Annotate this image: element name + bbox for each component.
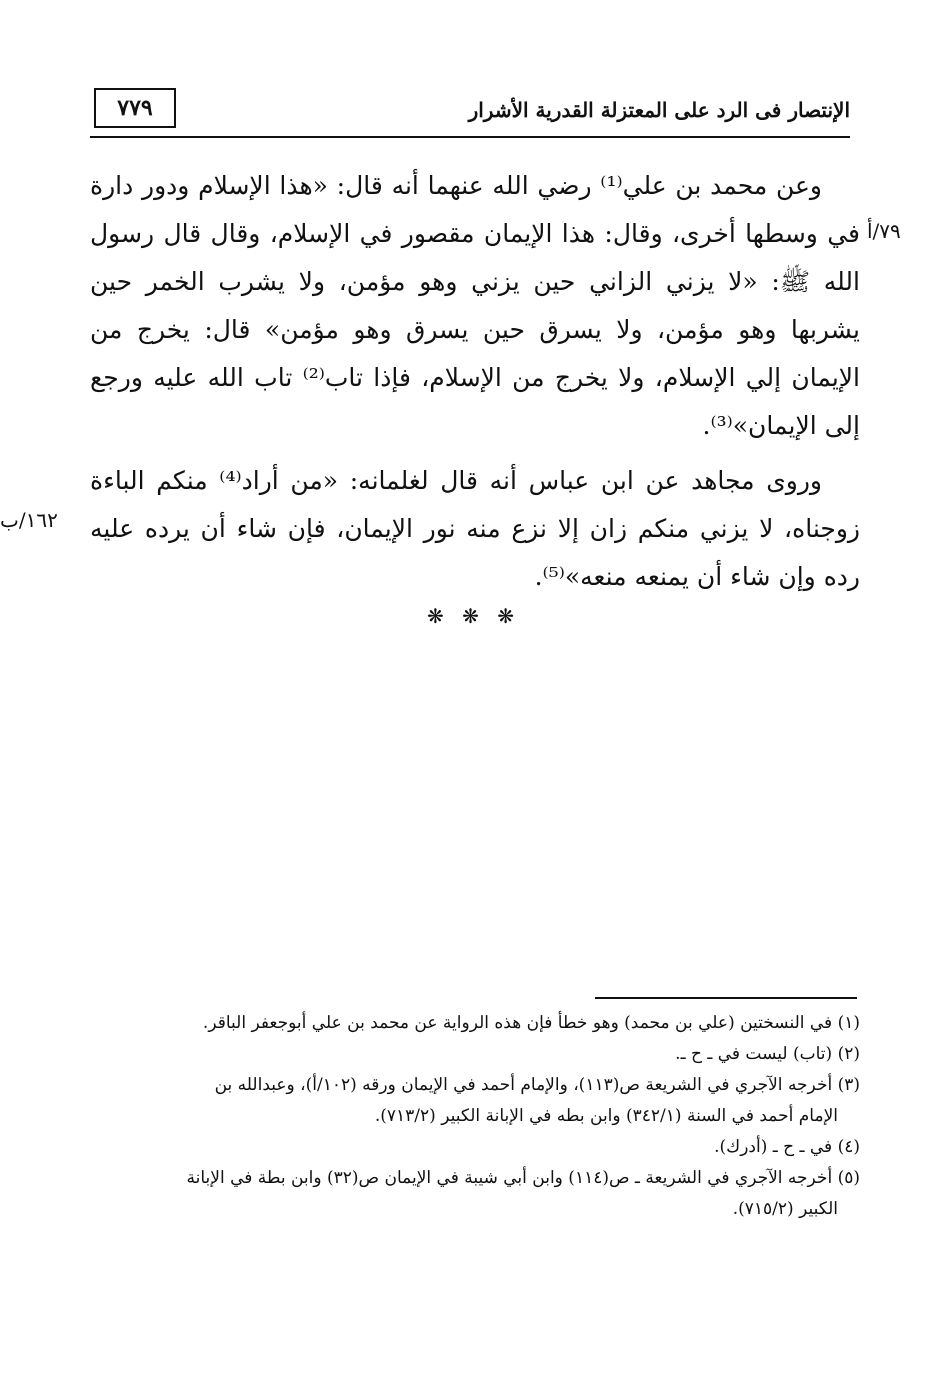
footnote <box>88 1070 860 1132</box>
footnote-text: (٤) في ـ ح ـ (أدرك). <box>714 1137 860 1157</box>
running-title: الإنتصار فى الرد على المعتزلة القدرية الأشرار <box>468 98 850 122</box>
footnote-continuation: الإمام أحمد في السنة (٣٤٢/١) وابن بطه في الإبانة الكبير (٧١٣/٢). <box>374 1106 838 1126</box>
footnote <box>88 1132 860 1163</box>
footnote-text: (٣) أخرجه الآجري في الشريعة ص(١١٣)، والإمام أحمد في الإيمان ورقه (١٠٢/أ)، وعبدالله بن <box>214 1075 860 1095</box>
main-text <box>90 162 860 608</box>
footnote <box>88 1008 860 1039</box>
footnote <box>88 1163 860 1225</box>
paragraph-text: وروى مجاهد عن ابن عباس أنه قال لغلمانه: «من أراد⁽⁴⁾ منكم الباءة زوجناه، لا يزني منكم زان إلا نزع منه نور الإيمان، فإن شاء أن يرده عليه رده وإن شاء أن يمنعه منعه»⁽⁵⁾. <box>90 466 860 591</box>
footnotes <box>88 1008 860 1225</box>
page-number: ٧٧٩ <box>94 88 176 128</box>
footnote-continuation: الكبير (٧١٥/٢). <box>732 1199 838 1219</box>
margin-note-folio-79a: ٧٩/أ <box>867 219 901 243</box>
margin-note-folio-162b: ١٦٢/ب <box>0 508 58 532</box>
paragraph <box>90 162 860 450</box>
paragraph <box>90 457 860 601</box>
section-divider: ❋ ❋ ❋ <box>427 604 520 628</box>
footnote-text: (٥) أخرجه الآجري في الشريعة ـ ص(١١٤) وابن أبي شيبة في الإيمان ص(٣٢) وابن بطة في الإبانة <box>186 1168 860 1188</box>
header-rule <box>90 136 850 138</box>
footnote-text: (٢) (تاب) ليست في ـ ح ـ. <box>675 1044 860 1064</box>
footnote-text: (١) في النسختين (علي بن محمد) وهو خطأ فإن هذه الرواية عن محمد بن علي أبوجعفر الباقر. <box>202 1013 860 1033</box>
paragraph-text: وعن محمد بن علي⁽¹⁾ رضي الله عنهما أنه قال: «هذا الإسلام ودور دارة في وسطها أخرى، وقال: هذا الإيمان مقصور في الإسلام، وقال قال رسول الله ﷺ: «لا يزني الزاني حين يزني وهو مؤمن، ولا يشرب الخمر حين يشربها وهو مؤمن، ولا يسرق حين يسرق وهو مؤمن» قال: يخرج من الإيمان إلي الإسلام، ولا يخرج من الإسلام، فإذا تاب⁽²⁾ تاب الله عليه ورجع إلى الإيمان»⁽³⁾. <box>90 171 860 440</box>
footnote-rule <box>595 997 857 999</box>
page-header <box>90 88 850 138</box>
footnote <box>88 1039 860 1070</box>
